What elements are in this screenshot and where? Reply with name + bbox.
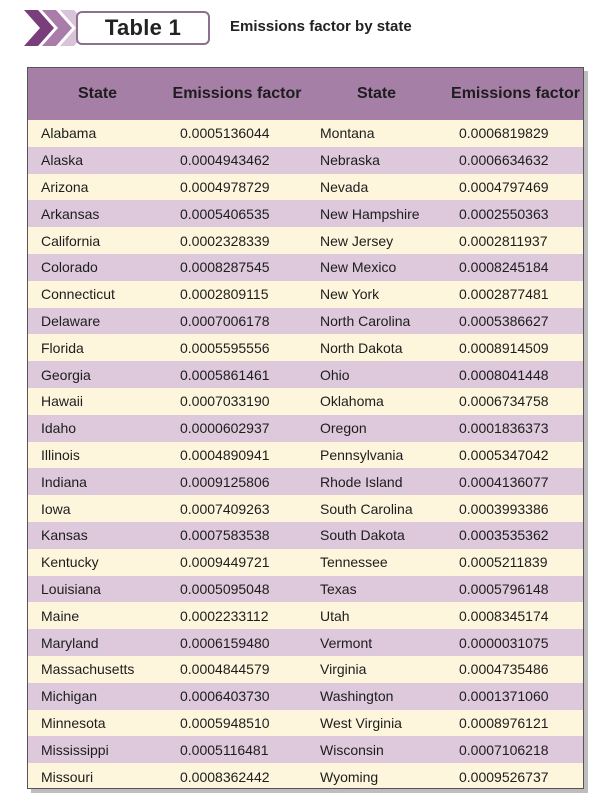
state-cell: New Hampshire — [307, 200, 446, 227]
emissions-factor-cell: 0.0007006178 — [167, 308, 307, 335]
table-row — [28, 308, 584, 335]
emissions-factor-cell: 0.0003535362 — [446, 522, 584, 549]
column-header-state: State — [307, 68, 446, 120]
state-cell: North Carolina — [307, 308, 446, 335]
emissions-factor-cell: 0.0006634632 — [446, 147, 584, 174]
emissions-factor-cell: 0.0002550363 — [446, 200, 584, 227]
emissions-factor-cell: 0.0008041448 — [446, 361, 584, 388]
table-row — [28, 763, 584, 789]
table-row — [28, 388, 584, 415]
table-row — [28, 602, 584, 629]
state-cell: North Dakota — [307, 334, 446, 361]
state-cell: Delaware — [28, 308, 167, 335]
state-cell: Mississippi — [28, 736, 167, 763]
emissions-factor-cell: 0.0007409263 — [167, 495, 307, 522]
table-header-row — [28, 68, 584, 120]
emissions-factor-cell: 0.0005116481 — [167, 736, 307, 763]
emissions-factor-cell: 0.0004136077 — [446, 468, 584, 495]
table-row — [28, 629, 584, 656]
table-row — [28, 495, 584, 522]
state-cell: Missouri — [28, 763, 167, 789]
emissions-factor-cell: 0.0005948510 — [167, 710, 307, 737]
state-cell: Utah — [307, 602, 446, 629]
table-row — [28, 147, 584, 174]
emissions-factor-cell: 0.0006819829 — [446, 120, 584, 147]
emissions-factor-cell: 0.0002809115 — [167, 281, 307, 308]
state-cell: West Virginia — [307, 710, 446, 737]
table-body — [28, 120, 584, 789]
state-cell: New Jersey — [307, 227, 446, 254]
column-header-state: State — [28, 68, 167, 120]
state-cell: Vermont — [307, 629, 446, 656]
state-cell: Idaho — [28, 415, 167, 442]
state-cell: Florida — [28, 334, 167, 361]
state-cell: Virginia — [307, 656, 446, 683]
emissions-factor-cell: 0.0005386627 — [446, 308, 584, 335]
state-cell: Nevada — [307, 174, 446, 201]
emissions-factor-cell: 0.0000602937 — [167, 415, 307, 442]
table-row — [28, 254, 584, 281]
state-cell: Maryland — [28, 629, 167, 656]
state-cell: Colorado — [28, 254, 167, 281]
emissions-factor-cell: 0.0008345174 — [446, 602, 584, 629]
state-cell: Arkansas — [28, 200, 167, 227]
state-cell: Iowa — [28, 495, 167, 522]
emissions-table-frame — [27, 67, 584, 789]
table-row — [28, 710, 584, 737]
state-cell: New Mexico — [307, 254, 446, 281]
state-cell: Washington — [307, 683, 446, 710]
state-cell: Georgia — [28, 361, 167, 388]
table-row — [28, 468, 584, 495]
state-cell: Indiana — [28, 468, 167, 495]
emissions-factor-cell: 0.0008287545 — [167, 254, 307, 281]
emissions-factor-cell: 0.0009526737 — [446, 763, 584, 789]
table-row — [28, 736, 584, 763]
table-row — [28, 361, 584, 388]
emissions-factor-cell: 0.0007583538 — [167, 522, 307, 549]
emissions-factor-cell: 0.0009449721 — [167, 549, 307, 576]
emissions-factor-cell: 0.0005796148 — [446, 576, 584, 603]
column-header-emissions-factor: Emissions factor — [167, 68, 307, 120]
table-row — [28, 174, 584, 201]
emissions-factor-cell: 0.0003993386 — [446, 495, 584, 522]
emissions-factor-cell: 0.0007033190 — [167, 388, 307, 415]
emissions-factor-cell: 0.0008362442 — [167, 763, 307, 789]
state-cell: Oregon — [307, 415, 446, 442]
emissions-factor-cell: 0.0006403730 — [167, 683, 307, 710]
state-cell: Massachusetts — [28, 656, 167, 683]
emissions-factor-cell: 0.0004943462 — [167, 147, 307, 174]
table-row — [28, 576, 584, 603]
state-cell: Michigan — [28, 683, 167, 710]
table-row — [28, 683, 584, 710]
state-cell: New York — [307, 281, 446, 308]
emissions-factor-cell: 0.0001371060 — [446, 683, 584, 710]
state-cell: Illinois — [28, 442, 167, 469]
emissions-factor-cell: 0.0000031075 — [446, 629, 584, 656]
emissions-factor-cell: 0.0005136044 — [167, 120, 307, 147]
emissions-factor-cell: 0.0004844579 — [167, 656, 307, 683]
emissions-factor-cell: 0.0002877481 — [446, 281, 584, 308]
emissions-factor-cell: 0.0001836373 — [446, 415, 584, 442]
state-cell: Connecticut — [28, 281, 167, 308]
state-cell: Alaska — [28, 147, 167, 174]
table-row — [28, 415, 584, 442]
column-header-emissions-factor: Emissions factor — [446, 68, 584, 120]
state-cell: Alabama — [28, 120, 167, 147]
emissions-factor-cell: 0.0002328339 — [167, 227, 307, 254]
emissions-table — [28, 68, 584, 789]
state-cell: Wisconsin — [307, 736, 446, 763]
state-cell: Minnesota — [28, 710, 167, 737]
table-title-bar — [24, 8, 424, 48]
emissions-factor-cell: 0.0004735486 — [446, 656, 584, 683]
emissions-factor-cell: 0.0005406535 — [167, 200, 307, 227]
state-cell: Nebraska — [307, 147, 446, 174]
emissions-factor-cell: 0.0008976121 — [446, 710, 584, 737]
state-cell: Kentucky — [28, 549, 167, 576]
state-cell: Texas — [307, 576, 446, 603]
table-row — [28, 656, 584, 683]
table-row — [28, 227, 584, 254]
table-row — [28, 334, 584, 361]
table-caption: Emissions factor by state — [230, 18, 412, 35]
table-row — [28, 522, 584, 549]
emissions-factor-cell: 0.0002811937 — [446, 227, 584, 254]
state-cell: Pennsylvania — [307, 442, 446, 469]
state-cell: South Carolina — [307, 495, 446, 522]
state-cell: Kansas — [28, 522, 167, 549]
table-row — [28, 200, 584, 227]
state-cell: Wyoming — [307, 763, 446, 789]
emissions-factor-cell: 0.0007106218 — [446, 736, 584, 763]
state-cell: Louisiana — [28, 576, 167, 603]
state-cell: Maine — [28, 602, 167, 629]
table-row — [28, 281, 584, 308]
emissions-factor-cell: 0.0008914509 — [446, 334, 584, 361]
emissions-factor-cell: 0.0005347042 — [446, 442, 584, 469]
table-label-box — [76, 11, 210, 45]
emissions-factor-cell: 0.0004978729 — [167, 174, 307, 201]
emissions-factor-cell: 0.0006734758 — [446, 388, 584, 415]
state-cell: Oklahoma — [307, 388, 446, 415]
table-row — [28, 442, 584, 469]
table-row — [28, 120, 584, 147]
emissions-factor-cell: 0.0005595556 — [167, 334, 307, 361]
state-cell: South Dakota — [307, 522, 446, 549]
emissions-factor-cell: 0.0002233112 — [167, 602, 307, 629]
emissions-factor-cell: 0.0004797469 — [446, 174, 584, 201]
state-cell: Ohio — [307, 361, 446, 388]
emissions-factor-cell: 0.0009125806 — [167, 468, 307, 495]
state-cell: California — [28, 227, 167, 254]
emissions-factor-cell: 0.0005211839 — [446, 549, 584, 576]
table-label: Table 1 — [104, 15, 182, 40]
emissions-factor-cell: 0.0004890941 — [167, 442, 307, 469]
table-row — [28, 549, 584, 576]
state-cell: Hawaii — [28, 388, 167, 415]
state-cell: Tennessee — [307, 549, 446, 576]
state-cell: Montana — [307, 120, 446, 147]
emissions-factor-cell: 0.0005861461 — [167, 361, 307, 388]
state-cell: Arizona — [28, 174, 167, 201]
state-cell: Rhode Island — [307, 468, 446, 495]
emissions-factor-cell: 0.0006159480 — [167, 629, 307, 656]
emissions-factor-cell: 0.0008245184 — [446, 254, 584, 281]
emissions-factor-cell: 0.0005095048 — [167, 576, 307, 603]
